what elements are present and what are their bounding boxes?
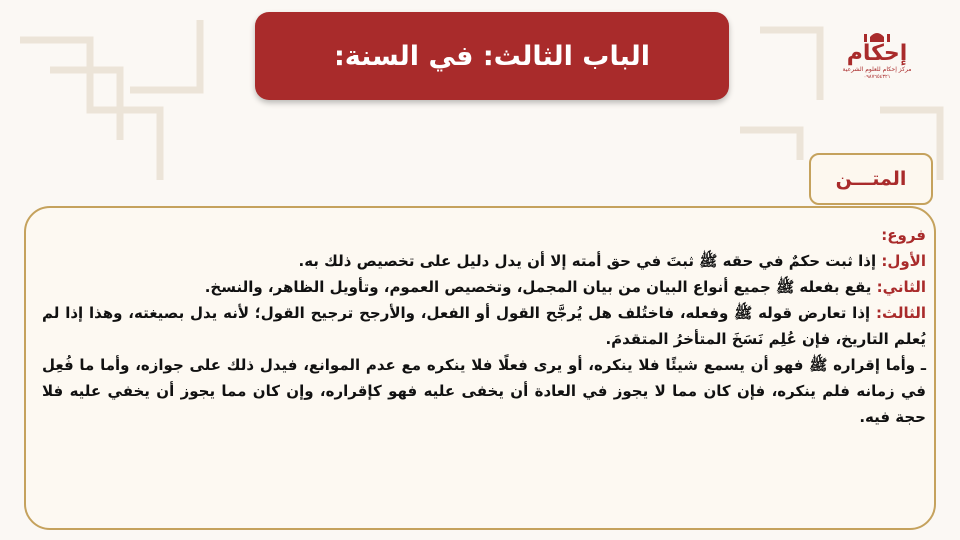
logo <box>842 28 912 92</box>
content-text <box>42 222 926 430</box>
paragraph-fourth-text: ـ وأما إقراره ﷺ فهو أن يسمع شيئًا فلا ينكره، أو يرى فعلًا فلا ينكره مع عدم الموانع، فيدل ذلك على جوازه، وأما ما فُعِل في زمانه فلم ينكره، فإن كان مما لا يجوز في العادة أن يخفى عليه فهو كإقراره، وإن كان مما يجوز أن يخفي عليه فلا حجة فيه. <box>42 356 926 426</box>
logo-phone: ٠٩٨٧٦٥٤٣٢١ <box>863 74 891 80</box>
logo-name: إحكام <box>846 41 908 66</box>
paragraph-third-text: إذا تعارض قوله ﷺ وفعله، فاختُلف هل يُرجَّح القول أو الفعل، والأرجح ترجيح القول؛ لأنه يدل بصيغته، وهذا إذا لم يُعلم التاريخ، فإن عُلِم نَسَخَ المتأخرُ المتقدمَ. <box>42 304 926 348</box>
logo-subtitle: مركز إحكام للعلوم الشرعية <box>842 66 912 73</box>
paragraph-first-label: الأول: <box>881 252 926 270</box>
page-title: الباب الثالث: في السنة: <box>333 40 650 72</box>
paragraph-second-label: الثاني: <box>876 278 926 296</box>
paragraph-second <box>42 274 926 300</box>
section-label: المتـــن <box>835 168 907 190</box>
section-tab <box>809 153 933 205</box>
paragraph-third <box>42 300 926 352</box>
paragraph-first <box>42 248 926 274</box>
paragraph-third-label: الثالث: <box>875 304 926 322</box>
title-banner <box>255 12 729 100</box>
paragraph-first-text: إذا ثبت حكمٌ في حقه ﷺ ثبتَ في حق أمته إلا أن يدل دليل على تخصيص ذلك به. <box>298 252 882 270</box>
heading-label: فروع: <box>881 226 926 244</box>
paragraph-fourth <box>42 352 926 430</box>
paragraph-second-text: يقع بفعله ﷺ جميع أنواع البيان من بيان المجمل، وتخصيص العموم، وتأويل الظاهر، والنسخ. <box>204 278 877 296</box>
mosque-icon <box>862 28 892 42</box>
content-heading <box>42 222 926 248</box>
